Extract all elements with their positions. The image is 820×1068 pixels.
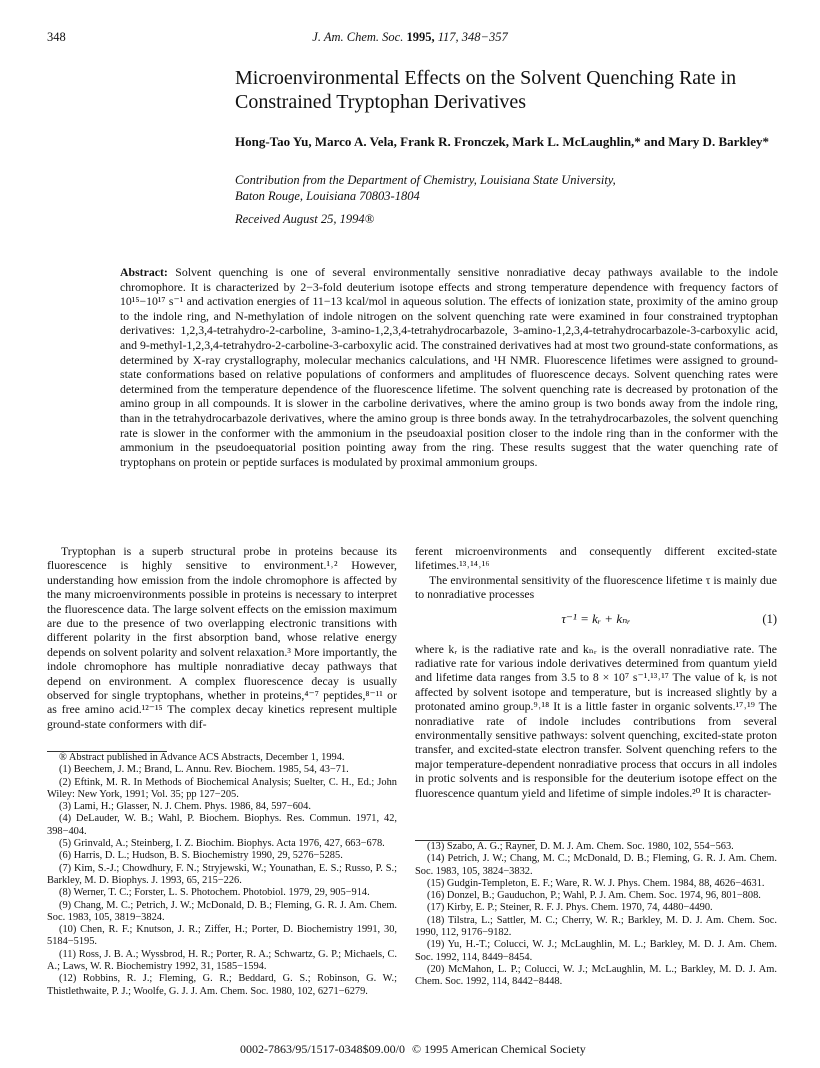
running-header [0, 30, 820, 46]
footnote: (3) Lami, H.; Glasser, N. J. Chem. Phys. 1986, 84, 597−604. [59, 801, 311, 813]
equation-1 [415, 612, 777, 632]
footnote: (13) Szabo, A. G.; Rayner, D. M. J. Am. Chem. Soc. 1980, 102, 554−563. [427, 841, 734, 852]
footnote: (1) Beechem, J. M.; Brand, L. Annu. Rev. Biochem. 1985, 54, 43−71. [59, 764, 349, 776]
abstract [120, 265, 778, 469]
footnote: (12) Robbins, R. J.; Fleming, G. R.; Beddard, G. S.; Robinson, G. W.; Thistlethwaite, P. J.; Woolfe, G. J. J. Am. Chem. Soc. 1980, 102, 6271−6279. [47, 973, 397, 997]
page-number: 348 [47, 30, 66, 44]
footnote: (2) Eftink, M. R. In Methods of Biochemical Analysis; Suelter, C. H., Ed.; John Wiley: New York, 1991; Vol. 35; pp 127−205. [47, 776, 397, 800]
affiliation-line-1: Contribution from the Department of Chemistry, Louisiana State University, [235, 173, 616, 187]
abstract-text: Solvent quenching is one of several environmentally sensitive nonradiative decay pathways available to the indole chromophore. It is characterized by 2−3-fold deuterium isotope effects and strong temperature dependence with frequency factors of 10¹⁵−10¹⁷ s⁻¹ and activation energies of 11−13 kcal/mol in aqueous solution. The effects of ionization state, proximity of the amino group to the indole ring, and N-methylation of indole nitrogen on the solvent quenching rate were examined in four constrained tryptophan derivatives: 1,2,3,4-tetrahydro-2-carboline, 3-amino-1,2,3,4-tetrahydrocarbazole, 3-amino-1,2,3,4-tetrahydrocarbazole-3-carboxylic acid, and 9-methyl-1,2,3,4-tetrahydro-2-carboline-3-carboxylic acid. The constrained derivatives had at most two ground-state conformations, as determined by X-ray crystallography, molecular mechanics calculations, and ¹H NMR. Fluorescence lifetimes were assigned to ground-state conformations based on relative populations of conformers and amplitudes of fluorescence decays. Solvent quenching rates were determined from the temperature dependence of the fluorescence lifetime. The solvent quenching rate is decreased by protonation of the amino group in all compounds. It is slower in the carboline derivatives, where the amino group is two bonds away from the indole ring, than in the tetrahydrocarbazole derivatives, where the amino group is three bonds away. In the tetrahydrocarbazoles, the solvent quenching rate is slower in the conformer with the ammonium in the pseudoaxial position closer to the indole ring than in the conformer with the ammonium in the pseudoequatorial position pointing away from the ring. These results suggest that the water quenching rate of tryptophans on protein or peptide surfaces is modulated by proximal ammonium groups. [120, 265, 779, 469]
equation-text: τ⁻¹ = kᵣ + kₙᵣ [561, 610, 631, 626]
footnote: (18) Tilstra, L.; Sattler, M. C.; Cherry, W. R.; Barkley, M. D. J. Am. Chem. Soc. 1990, 112, 9176−9182. [415, 914, 777, 939]
footnote: (4) DeLauder, W. B.; Wahl, P. Biochem. Biophys. Res. Commun. 1971, 42, 398−404. [47, 813, 397, 837]
footnote: (19) Yu, H.-T.; Colucci, W. J.; McLaughlin, M. L.; Barkley, M. D. J. Am. Chem. Soc. 1992, 114, 8449−8454. [415, 939, 777, 963]
footnote: (7) Kim, S.-J.; Chowdhury, F. N.; Stryjewski, W.; Younathan, E. S.; Russo, P. S.; Barkley, M. D. Biophys. J. 1993, 65, 215−226. [47, 862, 397, 886]
footnote: (14) Petrich, J. W.; Chang, M. C.; McDonald, D. B.; Fleming, G. R. J. Am. Chem. Soc. 1983, 105, 3824−3832. [415, 853, 777, 877]
journal-name: J. Am. Chem. Soc. [312, 30, 404, 44]
affiliation [235, 172, 775, 204]
body-paragraph: where kᵣ is the radiative rate and kₙᵣ is the overall nonradiative rate. The radiative rate for various indole derivatives determined from quantum yield and lifetime data ranges from 3.5 to 8 × 10⁷ s⁻¹.¹³˒¹⁷ The value of kᵣ is not affected by solvent isotope and temperature, but is increased slightly by a protonated amino group.⁹˒¹⁸ It is a little faster in organic solvents.¹⁷˒¹⁹ The nonradiative rate of indole includes contributions from several environmentally sensitive pathways: solvent quenching, excited-state proton transfer, and excited-state electron transfer. Solvent quenching refers to the major temperature-dependent nonradiative process that occurs in all indoles in protic solvents and is responsible for the deuterium isotope effect on the fluorescence quantum yield and lifetime of simple indoles.²⁰ It is character- [415, 641, 777, 800]
footnotes-left [47, 751, 397, 998]
received-date: Received August 25, 1994® [235, 212, 375, 226]
author-list: Hong-Tao Yu, Marco A. Vela, Frank R. Fronczek, Mark L. McLaughlin,* and Mary D. Barkley* [235, 134, 769, 149]
footnote: (20) McMahon, L. P.; Colucci, W. J.; McLaughlin, M. L.; Barkley, M. D. J. Am. Chem. Soc. 1992, 114, 8442−8448. [415, 963, 777, 988]
footnote: (17) Kirby, E. P.; Steiner, R. F. J. Phys. Chem. 1970, 74, 4480−4490. [427, 902, 713, 914]
copyright: © 1995 American Chemical Society [412, 1042, 586, 1056]
body-column-left [47, 544, 397, 731]
footnote: (9) Chang, M. C.; Petrich, J. W.; McDonald, D. B.; Fleming, G. R. J. Am. Chem. Soc. 1983, 105, 3819−3824. [47, 899, 397, 923]
journal-volume-pages: 117, 348−357 [437, 30, 508, 44]
body-paragraph: Tryptophan is a superb structural probe in proteins because its fluorescence is highly sensitive to environment.¹˒² However, understanding how emission from the indole chromophore is affected by the many microenvironments possible in proteins is necessary to interpret the fluorescence data. The large solvent effects on the emission maximum are due to the presence of two overlapping electronic transitions with different polarity in the first absorption band, whose relative energy depends on solvent polarity and solvent relaxation.³ More importantly, the indole chromophore has multiple nonradiative decay pathways that depend on environment. A complex fluorescence decay is usually observed for single tryptophans, whether in proteins,⁴⁻⁷ peptides,⁸⁻¹¹ or as free amino acid.¹²⁻¹⁵ The complex decay kinetics represent multiple ground-state conformers with dif- [47, 544, 397, 731]
footnote: (11) Ross, J. B. A.; Wyssbrod, H. R.; Porter, R. A.; Schwartz, G. P.; Michaels, C. A.; Laws, W. R. Biochemistry 1992, 31, 1585−1594. [47, 948, 397, 973]
journal-year: 1995, [406, 30, 435, 44]
affiliation-line-2: Baton Rouge, Louisiana 70803-1804 [235, 189, 420, 203]
footnote: (6) Harris, D. L.; Hudson, B. S. Biochemistry 1990, 29, 5276−5285. [59, 850, 343, 862]
footnote: ® Abstract published in Advance ACS Abstracts, December 1, 1994. [59, 752, 345, 763]
journal-citation [0, 30, 820, 45]
body-paragraph: The environmental sensitivity of the fluorescence lifetime τ is mainly due to nonradiative processes [415, 572, 777, 602]
abstract-label: Abstract: [120, 265, 168, 279]
footnote: (8) Werner, T. C.; Forster, L. S. Photochem. Photobiol. 1979, 29, 905−914. [59, 887, 370, 899]
footnote: (15) Gudgin-Templeton, E. F.; Ware, R. W. J. Phys. Chem. 1984, 88, 4626−4631. [427, 877, 765, 889]
footnote: (10) Chen, R. F.; Knutson, J. R.; Ziffer, H.; Porter, D. Biochemistry 1991, 30, 5184−5195. [47, 924, 397, 948]
equation-number: (1) [762, 611, 777, 626]
body-column-right [415, 544, 777, 800]
article-code: 0002-7863/95/1517-0348$09.00/0 [240, 1042, 405, 1056]
article-title: Microenvironmental Effects on the Solvent Quenching Rate in Constrained Tryptophan Derivatives [235, 67, 737, 113]
footnote: (5) Grinvald, A.; Steinberg, I. Z. Biochim. Biophys. Acta 1976, 427, 663−678. [59, 838, 385, 850]
footnotes-right [415, 840, 777, 989]
body-paragraph: ferent microenvironments and consequently different excited-state lifetimes.¹³˒¹⁴˒¹⁶ [415, 544, 777, 573]
footnote: (16) Donzel, B.; Gauduchon, P.; Wahl, P. J. Am. Chem. Soc. 1974, 96, 801−808. [427, 890, 761, 902]
